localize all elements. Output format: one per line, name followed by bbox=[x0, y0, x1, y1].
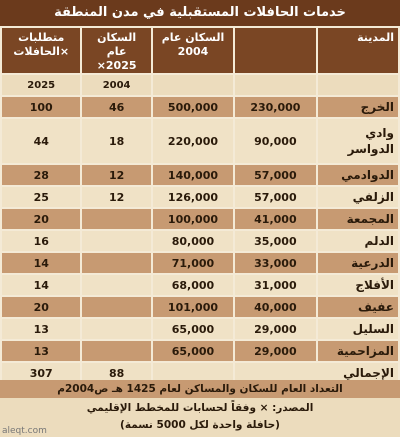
pop2004-cell: 90,000 bbox=[235, 119, 315, 163]
bus2004-cell: 18 bbox=[82, 119, 150, 163]
city-cell: المزاحمية bbox=[318, 341, 398, 361]
source-line-2: (حافلة واحدة لكل 5000 نسمة) bbox=[120, 419, 280, 431]
city-cell: عفيف bbox=[318, 297, 398, 317]
bus2025-cell: 25 bbox=[2, 187, 80, 207]
pop2004-cell: 41,000 bbox=[235, 209, 315, 229]
pop2025-cell: 220,000 bbox=[153, 119, 233, 163]
year-blank-city bbox=[318, 75, 398, 95]
city-cell: الدوادمي bbox=[318, 165, 398, 185]
header-buses: متطلبات ×الحافلات bbox=[2, 28, 80, 73]
pop2025-cell: 68,000 bbox=[153, 275, 233, 295]
table-row bbox=[2, 119, 398, 163]
bus2004-cell bbox=[82, 231, 150, 251]
bus2025-cell: 44 bbox=[2, 119, 80, 163]
table-row bbox=[2, 209, 398, 229]
source-line-1: المصدر: × وفقاً لحسابات للمخطط الإقليمي bbox=[86, 402, 314, 414]
total-bus2025: 307 bbox=[2, 363, 80, 383]
year-blank-pop2025 bbox=[153, 75, 233, 95]
year-buses2025: 2025 bbox=[2, 75, 80, 95]
bus2004-cell bbox=[82, 319, 150, 339]
year-blank-pop2004 bbox=[235, 75, 315, 95]
bus2025-cell: 28 bbox=[2, 165, 80, 185]
table-row bbox=[2, 187, 398, 207]
pop2004-cell: 29,000 bbox=[235, 319, 315, 339]
pop2004-cell: 33,000 bbox=[235, 253, 315, 273]
table-row bbox=[2, 319, 398, 339]
pop2025-cell: 126,000 bbox=[153, 187, 233, 207]
pop2004-cell: 35,000 bbox=[235, 231, 315, 251]
table-title: خدمات الحافلات المستقبلية في مدن المنطقة bbox=[0, 0, 400, 26]
pop2004-cell: 29,000 bbox=[235, 341, 315, 361]
bus2004-cell: 12 bbox=[82, 187, 150, 207]
pop2004-cell: 57,000 bbox=[235, 187, 315, 207]
header-pop2025: السكان عام 2025× bbox=[82, 28, 150, 73]
bus2004-cell bbox=[82, 341, 150, 361]
pop2025-cell: 500,000 bbox=[153, 97, 233, 117]
city-cell: السليل bbox=[318, 319, 398, 339]
table-row bbox=[2, 253, 398, 273]
city-cell: الخرج bbox=[318, 97, 398, 117]
city-cell: الدرعية bbox=[318, 253, 398, 273]
pop2004-cell: 57,000 bbox=[235, 165, 315, 185]
bus2025-cell: 20 bbox=[2, 297, 80, 317]
pop2004-cell: 40,000 bbox=[235, 297, 315, 317]
pop2025-cell: 71,000 bbox=[153, 253, 233, 273]
pop2004-cell: 230,000 bbox=[235, 97, 315, 117]
header-pop2004-label: السكان عام 2004 bbox=[153, 28, 233, 73]
city-cell: وادي الدواسر bbox=[318, 119, 398, 163]
table-row bbox=[2, 165, 398, 185]
pop2004-cell: 31,000 bbox=[235, 275, 315, 295]
bus2025-cell: 100 bbox=[2, 97, 80, 117]
bus2004-cell: 12 bbox=[82, 165, 150, 185]
bus2004-cell bbox=[82, 253, 150, 273]
header-row bbox=[2, 28, 398, 73]
city-cell: المجمعة bbox=[318, 209, 398, 229]
bus2004-cell: 46 bbox=[82, 97, 150, 117]
bus2025-cell: 14 bbox=[2, 275, 80, 295]
total-label: الإجمالي bbox=[235, 363, 398, 383]
pop2025-cell: 100,000 bbox=[153, 209, 233, 229]
pop2025-cell: 101,000 bbox=[153, 297, 233, 317]
table-row bbox=[2, 275, 398, 295]
total-bus2004: 88 bbox=[82, 363, 150, 383]
table-row bbox=[2, 341, 398, 361]
year-row bbox=[2, 75, 398, 95]
city-cell: الزلفي bbox=[318, 187, 398, 207]
table-row bbox=[2, 231, 398, 251]
bus2004-cell bbox=[82, 275, 150, 295]
bus2025-cell: 13 bbox=[2, 341, 80, 361]
buses-table bbox=[0, 26, 400, 385]
pop2025-cell: 65,000 bbox=[153, 319, 233, 339]
header-pop2004 bbox=[235, 28, 315, 73]
bus2025-cell: 20 bbox=[2, 209, 80, 229]
bus2025-cell: 16 bbox=[2, 231, 80, 251]
year-buses2004: 2004 bbox=[82, 75, 150, 95]
watermark: aleqt.com bbox=[2, 426, 47, 436]
table-row bbox=[2, 97, 398, 117]
pop2025-cell: 140,000 bbox=[153, 165, 233, 185]
table-row bbox=[2, 297, 398, 317]
source-note bbox=[0, 398, 400, 437]
bus2025-cell: 14 bbox=[2, 253, 80, 273]
census-note: التعداد العام للسكان والمساكن لعام 1425 هـ ص2004م bbox=[0, 380, 400, 398]
pop2025-cell: 80,000 bbox=[153, 231, 233, 251]
pop2025-cell: 65,000 bbox=[153, 341, 233, 361]
header-city: المدينة bbox=[318, 28, 398, 73]
bus2004-cell bbox=[82, 209, 150, 229]
bus2025-cell: 13 bbox=[2, 319, 80, 339]
city-cell: الدلم bbox=[318, 231, 398, 251]
bus2004-cell bbox=[82, 297, 150, 317]
city-cell: الأفلاج bbox=[318, 275, 398, 295]
